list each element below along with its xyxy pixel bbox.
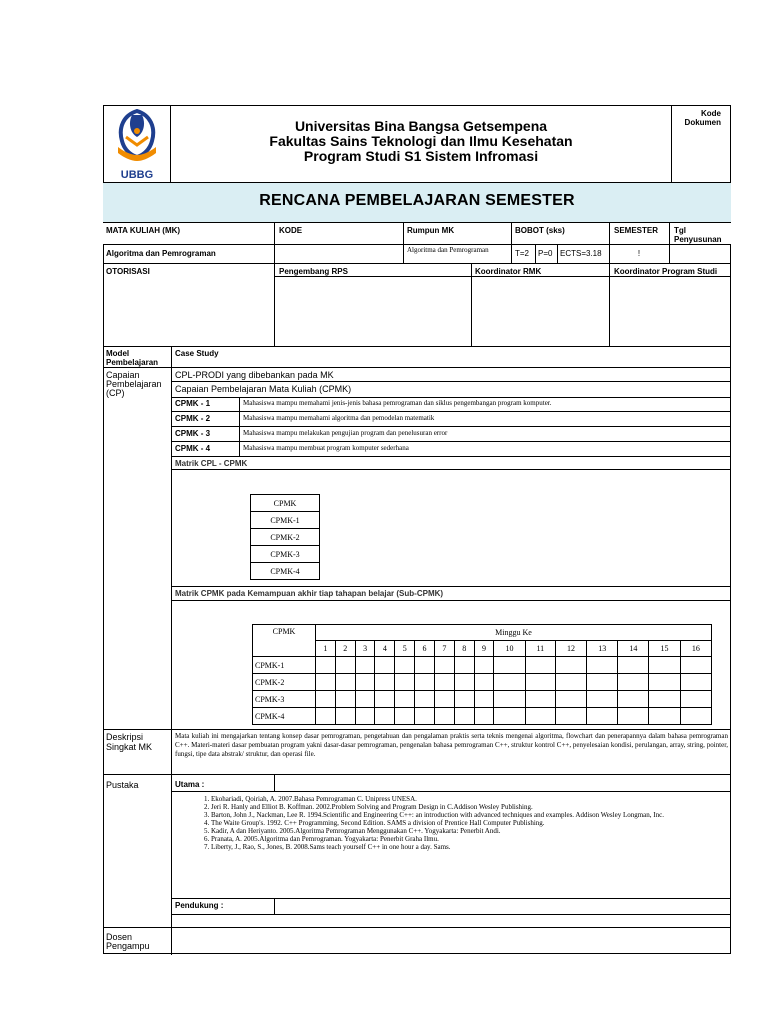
pustaka-item: 2. Jeri R. Hanly and Elliot B. Koffman. 2002.Problem Solving and Program Design in C.Addison Wesley Publishing. [211,803,751,811]
matrik-sub-cell [375,708,395,725]
matrik-sub-row-label: CPMK-1 [253,657,316,674]
matrik-sub-cell [649,657,680,674]
matrik-sub-cell [525,657,555,674]
matrik-sub-cell [587,691,618,708]
matrik-sub-cell [395,691,415,708]
matrik-sub-cell [680,708,711,725]
deskripsi-text: Mata kuliah ini mengajarkan tentang konsep dasar pemrograman, pengetahuan dan pengalaman praktis serta teknis mengenai algoritma, flowchart dan penerapannya dalam bahasa pemrograman C++. Materi-materi dasar pembuatan program yakni dasar-dasar pemrograman, pengenalan bahasa pemrograman C++, struktur kontrol C++, penyelesaian kondisi, perulangan, array, string, pointer, fungsi, tipe data abstrak/ struktur, dan operasi file. [175,732,728,758]
matrik-sub-cell [618,657,649,674]
kode-dokumen-cell [671,105,731,182]
cpmk-code: CPMK - 4 [175,444,211,453]
cpmk-row [171,427,731,442]
cpl-prodi-title: CPL-PRODI yang dibebankan pada MK [175,370,334,380]
mk-value: Algoritma dan Pemrograman [106,249,216,258]
matrik-sub-header: CPMK [253,625,316,657]
mk-label: MATA KULIAH (MK) [106,226,181,235]
deskripsi-row [103,729,731,775]
matrik-sub-cell [434,657,454,674]
matrik-sub-cell [395,674,415,691]
matrik-sub-cell [355,708,375,725]
koordinator-rmk-label: Koordinator RMK [475,267,542,276]
matrik-sub-cell [494,691,525,708]
matrik-sub-cell [375,657,395,674]
course-header-row [103,222,731,245]
cp-label: Capaian Pembelajaran (CP) [106,370,162,398]
t-value: T=2 [515,249,530,258]
koordinator-prodi-label: Koordinator Program Studi [614,267,718,276]
matrik-cpl-cell: CPMK-2 [251,529,320,546]
matrik-sub-cell [316,657,336,674]
pustaka-item: 7. Liberty, J., Rao, S., Jones, B. 2008.Sams teach yourself C++ in one hour a day. Sams. [211,843,751,851]
week-header-cell: 15 [649,641,680,657]
matrik-sub-cell [649,708,680,725]
matrik-sub-cell [434,674,454,691]
matrik-cpl-cell: CPMK-4 [251,563,320,580]
matrik-sub-cell [680,691,711,708]
model-label: Model Pembelajaran [106,349,159,367]
deskripsi-label: Deskripsi Singkat MK [106,732,153,752]
pustaka-label: Pustaka [106,780,139,790]
university-name: Universitas Bina Bangsa Getsempena [294,118,548,134]
cpmk-row [171,442,731,457]
semester-value: ! [637,249,641,258]
page-title: RENCANA PEMBELAJARAN SEMESTER [259,192,575,209]
week-header-cell: 10 [494,641,525,657]
matrik-cpl-row [251,512,320,529]
bobot-label: BOBOT (sks) [515,226,565,235]
matrik-sub-title: Matrik CPMK pada Kemampuan akhir tiap tahapan belajar (Sub-CPMK) [175,589,444,598]
cpmk-text: Mahasiswa mampu membuat program komputer sederhana [243,444,409,452]
week-header-cell: 14 [618,641,649,657]
matrik-sub-cell [474,691,494,708]
week-header-cell: 13 [587,641,618,657]
faculty-name: Fakultas Sains Teknologi dan Ilmu Kesehatan [269,133,573,149]
week-header-cell: 3 [355,641,375,657]
week-header-cell: 2 [335,641,355,657]
matrik-sub-cell [555,691,586,708]
pustaka-item: 4. The Waite Group's. 1992. C++ Programming, Second Edition. SAMS a division of Prentice Hall Computer Publishing. [211,819,751,827]
matrik-sub-cell [316,691,336,708]
cpmk-code: CPMK - 3 [175,429,211,438]
matrik-sub-cell [618,674,649,691]
matrik-sub-cell [494,657,525,674]
matrik-sub-cell [494,674,525,691]
rumpun-label: Rumpun MK [407,226,455,235]
kode-dokumen-label: Kode Dokumen [684,109,721,127]
matrik-sub-cell [555,674,586,691]
week-header-cell: 6 [415,641,435,657]
week-header-cell: 11 [525,641,555,657]
pengembang-rps-label: Pengembang RPS [279,267,348,276]
header-title-block [171,105,671,182]
matrik-cpl-row [251,563,320,580]
matrik-cpl-row [251,529,320,546]
cpmk-code: CPMK - 2 [175,414,211,423]
matrik-sub-cell [375,691,395,708]
dosen-row [103,927,731,955]
rumpun-value: Algoritma dan Pemrograman [407,246,489,254]
pustaka-item: 3. Barton, John J., Nackman, Lee R. 1994.Scientific and Engineering C++: an introduction with advanced techniques and examples. Addison Wesley Longman, Inc. [211,811,751,819]
pustaka-item: 1. Ekohariadi, Qoiriah, A. 2007.Bahasa Pemrograman C. Unipress UNESA. [211,795,751,803]
kode-label: KODE [279,226,303,235]
matrik-sub-cell [335,708,355,725]
matrik-sub-cell [474,708,494,725]
matrik-sub-row [253,691,712,708]
matrik-sub-head-row [253,625,712,641]
matrik-sub-cell [555,708,586,725]
week-header-cell: 5 [395,641,415,657]
matrik-cpl-title: Matrik CPL - CPMK [175,459,248,468]
matrik-sub-cell [494,708,525,725]
p-value: P=0 [538,249,553,258]
matrik-sub-cell [454,674,474,691]
matrik-sub-cell [618,708,649,725]
matrik-sub-row-label: CPMK-4 [253,708,316,725]
matrik-cpl-cell: CPMK [251,495,320,512]
matrik-sub-cell [355,657,375,674]
utama-label: Utama : [175,780,205,789]
model-row [103,346,731,368]
pustaka-list [183,795,751,851]
matrik-sub-row [253,674,712,691]
matrik-sub-cell [587,708,618,725]
cpmk-row [171,397,731,412]
university-logo-icon [104,109,170,173]
title-bar [103,182,731,223]
matrik-sub-cell [415,657,435,674]
matrik-cpl-cell: CPMK-3 [251,546,320,563]
matrik-sub-cell [680,674,711,691]
matrik-sub-row-label: CPMK-3 [253,691,316,708]
matrik-sub-cell [375,674,395,691]
cpmk-row [171,412,731,427]
matrik-sub-cell [454,708,474,725]
matrik-sub-cell [454,657,474,674]
matrik-sub-row [253,657,712,674]
model-value: Case Study [175,349,219,358]
matrik-sub-cell [335,674,355,691]
matrik-cpl-cell: CPMK-1 [251,512,320,529]
matrik-sub-table [252,624,712,725]
matrik-sub-cell [680,657,711,674]
cpmk-text: Mahasiswa mampu melakukan pengujian program dan penelusuran error [243,429,448,437]
cp-section [103,367,731,730]
matrik-sub-cell [335,691,355,708]
matrik-sub-cell [555,657,586,674]
matrik-sub-cell [434,708,454,725]
week-header-cell: 7 [434,641,454,657]
matrik-sub-cell [525,674,555,691]
matrik-sub-cell [355,674,375,691]
week-header-cell: 4 [375,641,395,657]
week-header-cell: 9 [474,641,494,657]
matrik-sub-cell [316,708,336,725]
matrik-sub-cell [415,691,435,708]
matrik-sub-cell [434,691,454,708]
tgl-label: Tgl Penyusunan [674,226,722,244]
matrik-sub-cell [355,691,375,708]
matrik-sub-cell [587,657,618,674]
matrik-sub-row [253,708,712,725]
matrik-sub-cell [649,674,680,691]
cpmk-text: Mahasiswa mampu memahami algoritma dan pemodelan matematik [243,414,435,422]
course-values-row [103,244,731,264]
matrik-cpl-row [251,495,320,512]
matrik-sub-cell [649,691,680,708]
matrik-sub-cell [415,708,435,725]
minggu-label: Minggu Ke [316,625,712,641]
pustaka-item: 6. Pranata, A. 2005.Algoritma dan Pemrograman. Yogyakarta: Penerbit Graha Ilmu. [211,835,751,843]
ects-value: ECTS=3.18 [560,249,602,258]
matrik-sub-cell [587,674,618,691]
matrik-sub-cell [415,674,435,691]
matrik-sub-cell [618,691,649,708]
matrik-sub-cell [525,691,555,708]
matrik-sub-cell [474,674,494,691]
week-header-cell: 1 [316,641,336,657]
matrik-sub-cell [335,657,355,674]
matrik-sub-cell [525,708,555,725]
cpmk-title: Capaian Pembelajaran Mata Kuliah (CPMK) [175,384,352,394]
semester-label: SEMESTER [614,226,659,235]
matrik-sub-cell [316,674,336,691]
matrik-cpl-row [251,546,320,563]
cpmk-text: Mahasiswa mampu memahami jenis-jenis bahasa pemrograman dan siklus pengembangan program komputer. [243,399,552,407]
matrik-cpl-table [250,494,320,580]
cpmk-list [171,397,731,457]
week-header-cell: 16 [680,641,711,657]
week-header-cell: 8 [454,641,474,657]
matrik-sub-cell [454,691,474,708]
matrik-sub-cell [395,657,415,674]
week-header-cell: 12 [555,641,586,657]
week-row [253,641,712,657]
cpmk-code: CPMK - 1 [175,399,211,408]
pustaka-item: 5. Kadir, A dan Heriyanto. 2005.Algoritma Pemrograman Menggunakan C++. Yogyakarta: Penerbit Andi. [211,827,751,835]
dosen-label: Dosen Pengampu [106,932,150,951]
program-name: Program Studi S1 Sistem Infromasi [303,148,539,164]
matrik-sub-cell [474,657,494,674]
pustaka-row [103,774,731,928]
otorisasi-label: OTORISASI [106,267,150,276]
logo-text: UBBG [120,169,154,181]
matrik-sub-row-label: CPMK-2 [253,674,316,691]
otorisasi-row [103,263,731,347]
header-logo-cell [103,105,171,182]
pendukung-label: Pendukung : [175,901,224,910]
matrik-sub-cell [395,708,415,725]
